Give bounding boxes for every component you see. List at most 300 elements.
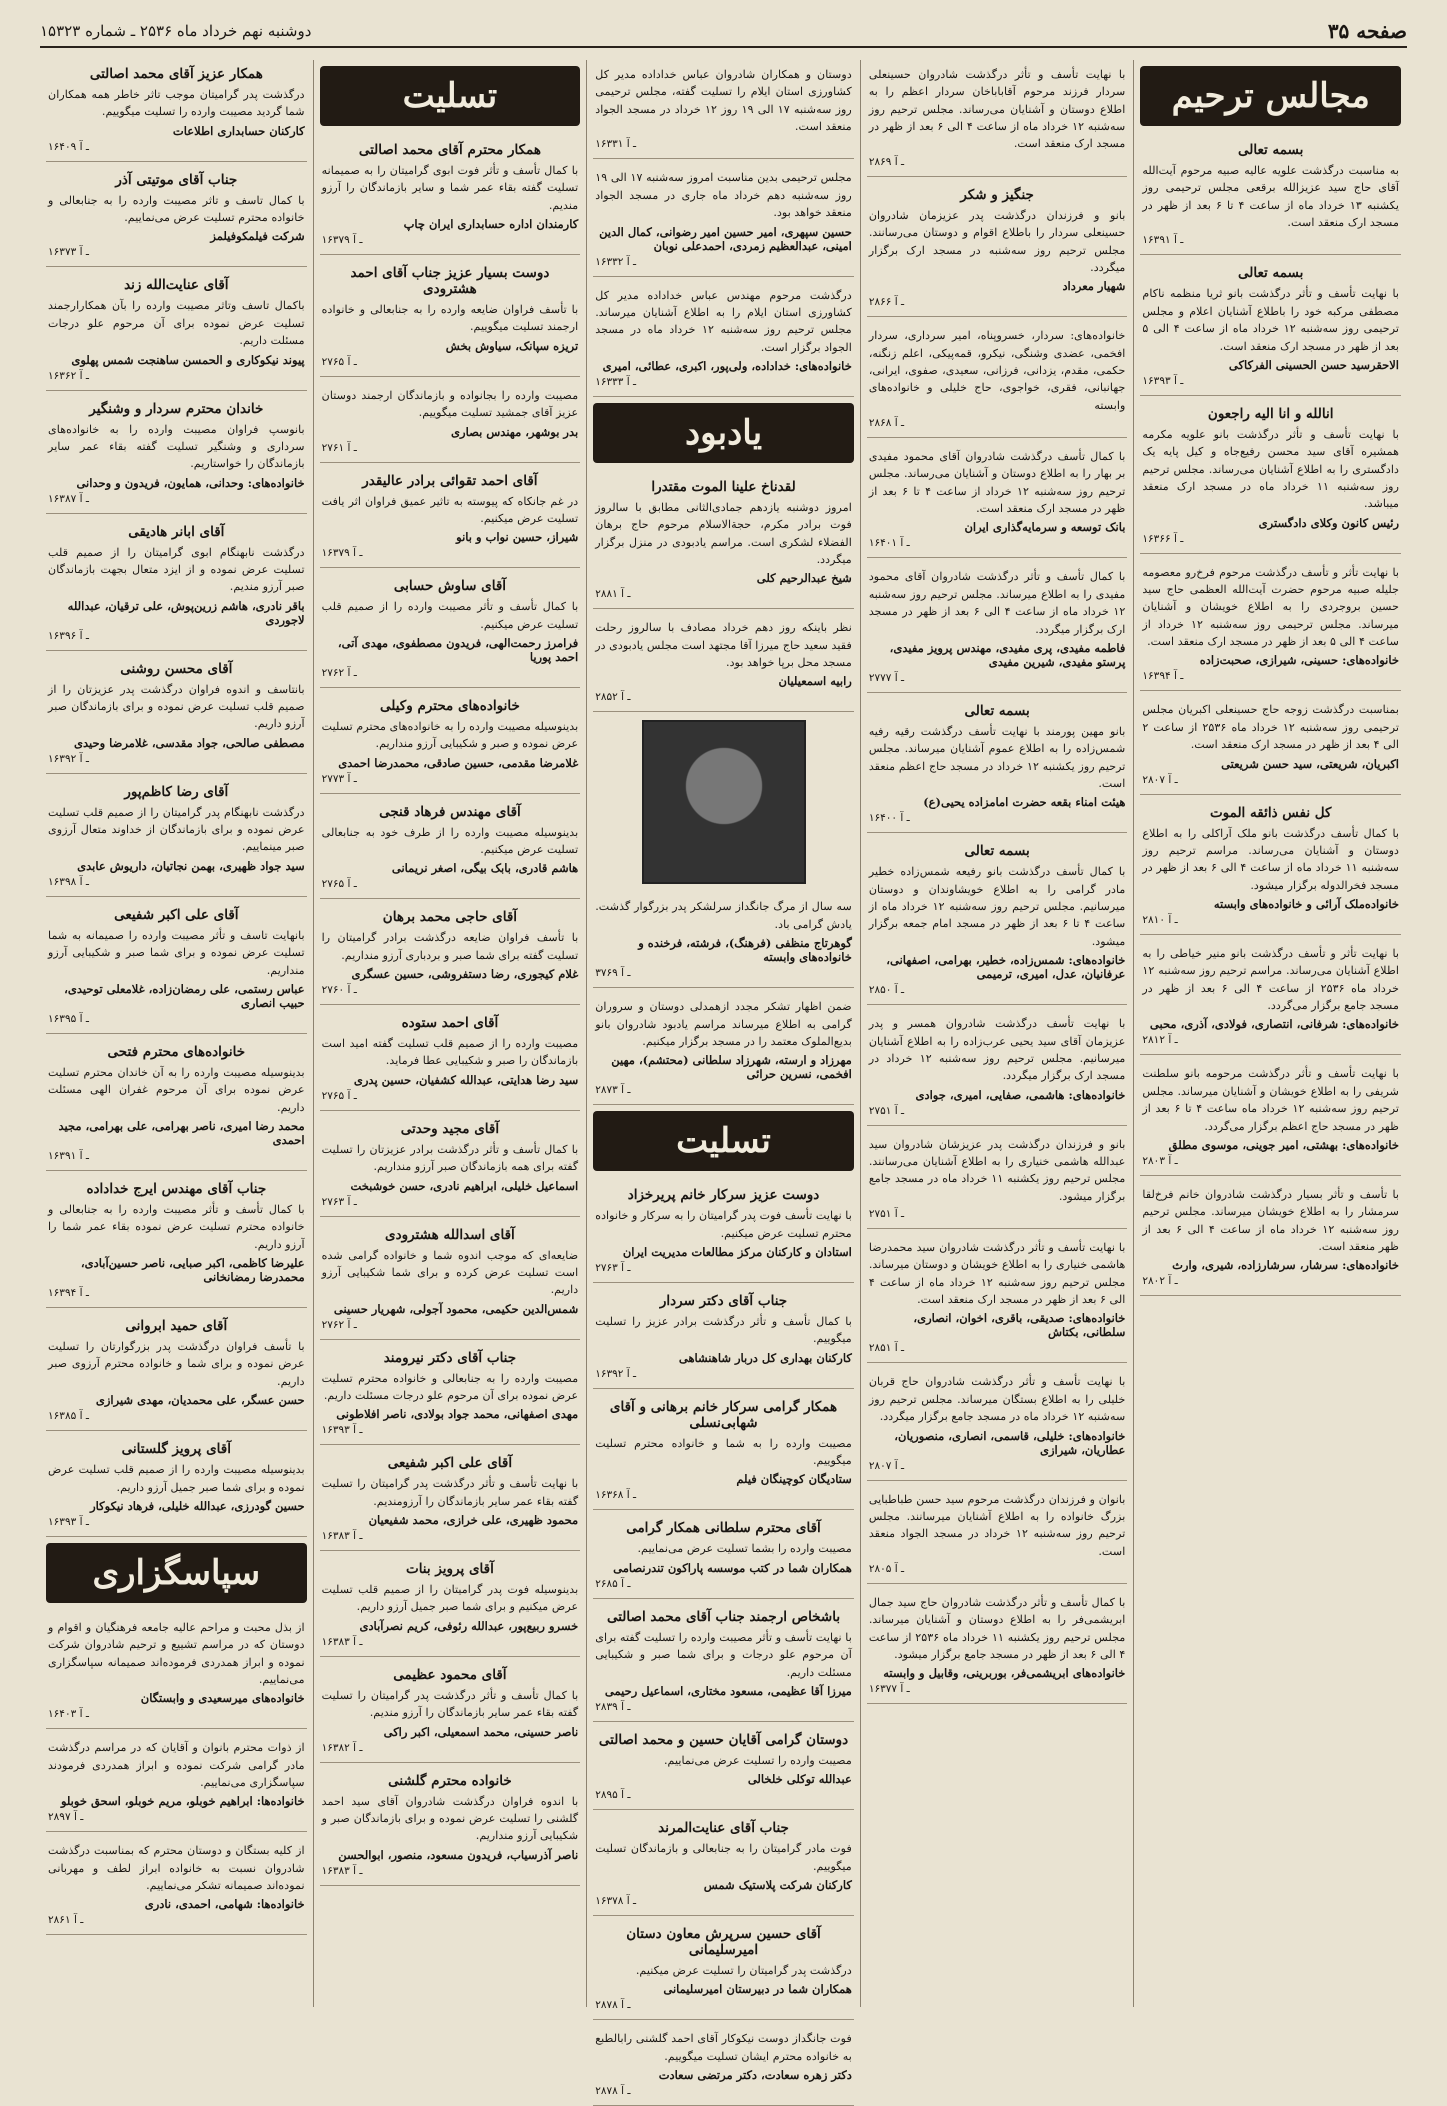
notice-signature: خانواده‌های: سرشار، سرشارزاده، شیری، وارث (1172, 1258, 1399, 1273)
notice-body: دوستان و همکاران شادروان عباس خداداده مدیر کل کشاورزی استان ایلام را تسلیت گفته، مجلس ترحیمی روز سه‌شنبه ۱۷ الی ۱۹ روز ۱۲ خرداد در مسجد الجواد منعقد است. (595, 68, 852, 134)
notice-signature: شمس‌الدین حکیمی، محمود آجولی، شهریار حسینی (333, 1301, 579, 1316)
notice-signature: علیرضا کاظمی، اکبر صبایی، ناصر حسین‌آبادی، محمدرضا رمضانخانی (80, 1256, 305, 1285)
notice-title: بسمه تعالی (964, 702, 1030, 719)
notice-ad-code: ۱۶۳۷۹ ـ آ (321, 547, 363, 560)
notice-title: همکار عزیز آقای محمد اصالتی (89, 66, 263, 82)
notice (867, 321, 1128, 438)
notice (46, 901, 307, 1034)
notice-body: با نهایت تأسف فوت پدر گرامیتان را به سرکار و خانواده محترم تسلیت عرض میکنیم. (595, 1209, 852, 1240)
notice (1140, 1059, 1401, 1175)
notice-body: مصیبت وارده را به شما و خانواده محترم تسلیت میگوییم. (595, 1436, 852, 1468)
notice (593, 473, 854, 609)
notice-body: درگذشت نابهنگام ابوی گرامیتان را از صمیم قلب تسلیت عرض نموده و از ایزد متعال بجهت بازماندگان صبر آرزو مندیم. (48, 545, 305, 594)
notice (320, 1449, 581, 1551)
notice-ad-code: ۱۶۳۹۳ ـ آ (1142, 374, 1184, 387)
notice-ad-code: ۲۸۷۳ ـ آ (595, 1084, 631, 1097)
notice-signature: الاحقرسید حسن الحسینی الفرکاکی (1228, 357, 1399, 372)
notice-ad-code: ۲۷۶۲ ـ آ (321, 666, 357, 679)
notice-signature: بانک توسعه و سرمایه‌گذاری ایران (964, 520, 1126, 535)
notice-signature: دکتر زهره سعادت، دکتر مرتضی سعادت (658, 2068, 852, 2083)
notice-body: با نهایت تأسف و تأثر درگذشت پدر گرامیتان را تسلیت گفته بقاء عمر سایر بازماندگان را آرزومندیم. (321, 1477, 579, 1508)
section-banner-taslit-2: تسلیت (593, 1111, 854, 1171)
notice-ad-code: ۲۸۰۳ ـ آ (1142, 1154, 1178, 1167)
notice-title: آقای حاجی محمد برهان (382, 909, 518, 926)
notice (320, 1555, 581, 1657)
notice (867, 562, 1128, 692)
notice-signature: کارکنان شرکت پلاستیک شمس (703, 1877, 852, 1892)
notice-body: به مناسبت درگذشت علویه عالیه صبیه مرحوم آیت‌الله آقای حاج سید عزیزالله برقعی مجلس ترحیمی روز یکشنبه ۱۳ خرداد ماه از ساعت ۴ تا ۶ بعد از ظهر در مسجد ارک منعقد است. (1142, 164, 1399, 230)
notice (593, 60, 854, 159)
notice-signature: خانواده‌های: شرفانی، انتصاری، فولادی، آذری، محبی (1149, 1017, 1399, 1032)
notice (593, 1181, 854, 1283)
notice-signature: رابیه اسمعیلیان (778, 674, 852, 689)
notice-body: بدینوسیله مصیبت وارده را از طرف خود به جنابعالی تسلیت عرض میکنیم. (321, 825, 579, 857)
notice-title: آقای محمود عظیمی (393, 1666, 507, 1683)
issue-date-line: دوشنبه نهم خرداد ماه ۲۵۳۶ ـ شماره ۱۵۳۲۳ (40, 22, 312, 40)
notice-body: باکمال تاسف وتاثر مصیبت وارده را بآن همکارارجمند تسلیت عرض نموده برای آن مرحوم علو درجات مسئلت داریم. (48, 299, 305, 348)
notice-ad-code: ۱۶۳۳۳ ـ آ (595, 375, 637, 388)
notice (593, 1814, 854, 1916)
notice-ad-code: ۱۶۳۹۶ ـ آ (48, 629, 89, 642)
notice-ad-code: ۱۶۳۷۸ ـ آ (595, 1894, 637, 1907)
notice-title: آقای احمد تقوائی برادر عالیقدر (362, 472, 538, 489)
notice-signature: شهیار معرداد (1062, 279, 1126, 294)
notice-signature: فاطمه مفیدی، پری مفیدی، مهندس پرویز مفیدی، پرستو مفیدی، شیرین مفیدی (889, 640, 1126, 669)
notice-title: آقای پرویز بنات (405, 1561, 494, 1578)
notice-signature: ناصر آذرسیاب، فریدون مسعود، منصور، ابوالحسن (338, 1847, 579, 1862)
notice-ad-code: ۲۷۷۳ ـ آ (321, 772, 357, 785)
notice (1140, 400, 1401, 554)
notice (46, 1038, 307, 1171)
notice-signature: گوهرتاج منظفی (فرهنگ)، فرشته، فرخنده و خانواده‌های وابسته (638, 936, 852, 965)
notice-signature: اسماعیل خلیلی، ابراهیم نادری، حسن خوشبخت (350, 1178, 579, 1193)
section-banner-sepasgozari: سپاسگزاری (46, 1543, 307, 1603)
notice (867, 1367, 1128, 1480)
page-number: صفحه ۳۵ (1327, 19, 1407, 43)
notice-ad-code: ۱۶۴۰۱ ـ آ (868, 537, 910, 550)
notice (46, 166, 307, 268)
notice-body: بانو و فرزندان درگذشت پدر عزیزشان شادروان سید عبدالله هاشمی خنیاری را به اطلاع آشنایان می‌رسانند. مجلس ترحیم روز یکشنبه ۱۱ خرداد ماه در مسجد جامع برگزار میشود. (868, 1137, 1126, 1203)
notice-signature: هیئت امناء بقعه حضرت امامزاده یحیی(ع) (923, 795, 1126, 810)
notice-ad-code: ۲۸۵۲ ـ آ (595, 691, 631, 704)
notice-ad-code: ۱۶۳۹۴ ـ آ (1142, 670, 1184, 683)
notice-ad-code: ۱۶۳۶۶ ـ آ (1142, 532, 1184, 545)
notice-body: ضمن اظهار تشکر مجدد ازهمدلی دوستان و سروران گرامی به اطلاع میرساند مراسم یادبود شادروان بانو بدیع‌الملوک معتمد را در مسجد برگزار میکنیم. (595, 1000, 852, 1048)
notice-ad-code: ۱۶۳۹۴ ـ آ (48, 1287, 89, 1300)
notice (320, 381, 581, 463)
notice-body: با کمال تأسف و تأثر مصیبت وارده را از صمیم قلب تسلیت عرض میکنیم. (321, 600, 579, 631)
notice-title: لقدناخ علینا الموت مقتدرا (651, 478, 796, 495)
column-5 (40, 60, 313, 2007)
notice-body: با نهایت تأثر و تأسف درگذشت مرحوم فرخ‌رو معصومه جلیله صبیه مرحوم حضرت آیت‌الله العظمی حاج سید حسین بروجردی را به اطلاع خویشان و آشنایان میرساند. مجلس ترحیمی روز سه‌شنبه ۱۲ خرداد از ساعت ۴ الی ۵ بعد از ظهر در مسجد ارک منعقد است. (1142, 565, 1399, 649)
notice-signature: رئیس کانون وکلای دادگستری (1258, 515, 1399, 530)
notice-body: با تأسف و تأثر بسیار درگذشت شادروان خانم فرخ‌لقا سرمشار را به اطلاع خویشان میرساند. مجلس ترحیم روز سه‌شنبه ۱۲ خرداد ماه از ساعت ۴ الی ۶ بعد از ظهر منعقد است. (1142, 1187, 1399, 1253)
notice-title: جناب آقای مهندس ایرج خداداده (86, 1180, 267, 1197)
notice-signature: فرامرز رحمت‌الهی، فریدون مصطفوی، مهدی آتی، احمد پوریا (337, 635, 579, 664)
notice-title: آقای رضا کاظم‌پور (124, 783, 229, 800)
notice-signature: شرکت فیلمکوفیلمز (210, 229, 305, 244)
notice (1140, 558, 1401, 692)
notice-signature: غلامرضا مقدمی، حسین صادقی، محمدرضا احمدی (338, 755, 579, 770)
notice (867, 837, 1128, 1005)
notice-signature: حسن عسگر، علی محمدیان، مهدی شیرازی (95, 1393, 305, 1408)
notice-ad-code: ۱۶۳۹۲ ـ آ (595, 1367, 637, 1380)
notice-body: خانواده‌های: سردار، خسروپناه، امیر سرداری، سردار افخمی، عضدی وشنگی، نیکرو، قمه‌پیکی، اعلم زنگنه، حکمی، مقدم، یزدانی، فرزانی، سعیدی، صفوی، ایرانی، جهانبانی، فقری، خواجوی، حاج خلیلی و خانواده‌های وابسته (868, 329, 1126, 412)
section-banner-majales-tarhim: مجالس ترحیم (1140, 66, 1401, 126)
notice-signature: خانواده‌های: بهشتی، امیر جوینی، موسوی مطلق (1168, 1137, 1399, 1152)
notice-body: سه سال از مرگ جانگداز سرلشکر پدر بزرگوار گذشت. یادش گرامی باد. (595, 900, 852, 931)
notice-body: با کمال تأسف و تأثر مصیبت وارده را به جنابعالی و خانواده محترم تسلیت عرض نموده بقاء عمر شما را آرزو داریم. (48, 1202, 305, 1251)
notice-body: بمناسبت درگذشت زوجه حاج حسینعلی اکبریان مجلس ترحیمی روز سه‌شنبه ۱۲ خرداد ماه ۲۵۳۶ از ساعت ۲ الی ۴ بعد از ظهر در مسجد ارک منعقد است. (1142, 703, 1399, 752)
notice (46, 395, 307, 514)
notice (593, 892, 854, 988)
notice (320, 1115, 581, 1217)
notice-signature: غلام کیجوری، رضا دستفروشی، حسین عسگری (351, 967, 579, 982)
notice (867, 1233, 1128, 1363)
notice (320, 798, 581, 900)
notice (1140, 695, 1401, 794)
notice-ad-code: ۱۶۳۸۷ ـ آ (48, 492, 89, 505)
notice-ad-code: ۱۶۳۸۳ ـ آ (321, 1864, 363, 1877)
notice-signature: خانواده‌های: شمس‌زاده، خطیر، بهرامی، اصفهانی، عرفانیان، عدل، امیری، ترمیمی (886, 953, 1126, 982)
notice (46, 655, 307, 774)
notice-body: در غم جانکاه که پیوسته به تاثیر عمیق فراوان اثر یافت تسلیت عرض میکنیم. (321, 494, 579, 525)
notice-signature: سید رضا هدایتی، عبدالله کشفیان، حسین پدری (353, 1072, 579, 1087)
notice (593, 613, 854, 712)
notice-body: با نهایت تأسف و تأثر درگذشت بانو علویه مکرمه همشیره آقای سید محسن رفیع‌جاه و کیل پایه یک دادگستری را به اطلاع آشنایان می‌رساند. مجلس ترحیم روز سه‌شنبه ۱۱ خرداد ماه در مسجد ارک منعقد میباشد. (1142, 427, 1399, 511)
notice-title: خانواده محترم گلشنی (388, 1772, 512, 1789)
notice-body: نظر باینکه روز دهم خرداد مصادف با سالروز رحلت فقید سعید حاج میرزا آقا مجتهد است مجلس یادبودی در مسجد محل برپا خواهد بود. (595, 621, 852, 670)
notice-signature: کارکنان بهداری کل دربار شاهنشاهی (678, 1350, 852, 1365)
notice-body: با نهایت تأسف و تأثر مصیبت وارده را تسلیت گفته برای آن مرحوم علو درجات و برای شما صبر و شکیبایی مسئلت داریم. (595, 1630, 852, 1679)
notice-body: بدینوسیله مصیبت وارده را به خانواده‌های محترم تسلیت عرض نموده و صبر و شکیبایی آرزو منداریم. (321, 719, 579, 751)
notice (593, 163, 854, 276)
notice-ad-code: ۱۶۳۹۱ ـ آ (48, 1149, 89, 1162)
notice (320, 572, 581, 688)
notice-ad-code: ۲۸۱۰ ـ آ (1142, 913, 1178, 926)
notice-ad-code: ۱۶۴۰۰ ـ آ (868, 812, 910, 825)
notice-signature: مصطفی صالحی، جواد مقدسی، غلامرضا وحیدی (74, 735, 305, 750)
notice-body: بدینوسیله مصیبت وارده را به آن خاندان محترم تسلیت عرض نموده برای آن مرحوم غفران الهی مسئلت داریم. (48, 1065, 305, 1114)
notice-signature: مهدی اصفهانی، محمد جواد بولادی، ناصر افلاطونی (336, 1407, 579, 1422)
notice-signature: خانواده‌های: وحدانی، همایون، فریدون و وحدانی (76, 475, 305, 490)
notice (593, 1920, 854, 2020)
notice-body: از ذوات محترم بانوان و آقایان که در مراسم درگذشت مادر گرامی شرکت نموده و ابراز همدردی فرمودند سپاسگزاری می‌نماییم. (48, 1741, 305, 1790)
notice (1140, 939, 1401, 1055)
notice (593, 1514, 854, 1598)
notice-body: با کمال تأسف و تأثر درگذشت شادروان آقای محمود مفیدی را به اطلاع میرساند. مجلس ترحیم روز سه‌شنبه ۱۲ خرداد ماه از ساعت ۴ الی ۶ بعد از ظهر در مسجد ارک برگزار میگردد. (868, 570, 1126, 636)
section-banner-taslit: تسلیت (320, 66, 581, 126)
notice-title: آقای حسین سرپرش معاون دستان امیرسلیمانی (626, 1925, 821, 1958)
notice (1140, 259, 1401, 395)
notice-body: با نهایت تأثر و تأسف درگذشت بانو منیر خیاطی را به اطلاع آشنایان می‌رساند. مراسم ترحیم روز سه‌شنبه ۱۲ خرداد ماه ۲۵۳۶ از ساعت ۴ الی ۶ بعد از ظهر در مسجد جامع برگزار می‌گردد. (1142, 946, 1399, 1013)
notice-body: با تأسف فراوان درگذشت پدر بزرگوارتان را تسلیت عرض نموده و برای شما و خانواده محترم آرزوی صبر داریم. (48, 1340, 305, 1388)
notice-body: با کمال تأسف و تأثر فوت ابوی گرامیتان را به صمیمانه تسلیت گفته بقاء عمر شما و سایر بازماندگان را آرزو مندیم. (321, 164, 579, 212)
notice-body: با تأسف فراوان ضایعه وارده را به جنابعالی و خانواده ارجمند تسلیت میگوییم. (321, 303, 579, 334)
notice-title: آقای پرویز گلستانی (121, 1441, 231, 1458)
notice-body: با نهایت تأسف درگذشت شادروان همسر و پدر عزیزمان آقای سید یحیی عرب‌زاده را به اطلاع آشنایان میرسانیم. مجلس ترحیم روز سه‌شنبه ۱۲ خرداد در مسجد ارک برگزار میگردد. (868, 1017, 1126, 1083)
notice-body: با نهایت تأسف و تأثر درگذشت شادروان سید محمدرضا هاشمی خنیاری را به اطلاع خویشان و دوستان میرساند. مجلس ترحیم روز سه‌شنبه ۱۲ خرداد ماه از ساعت ۴ الی ۶ بعد از ظهر در مسجد ارک منعقد است. (868, 1241, 1126, 1307)
notice-body: بانتاسف و اندوه فراوان درگذشت پدر عزیزتان را از صمیم قلب تسلیت عرض نموده و برای بازماندگان صبر آرزو داریم. (48, 682, 305, 731)
page-header (40, 16, 1407, 48)
notice-body: با اندوه فراوان درگذشت شادروان آقای سید احمد گلشنی را تسلیت عرض نموده و برای بازماندگان صبر و شکیبایی آرزو منداریم. (321, 1794, 579, 1843)
section-banner-yadbud: یادبود (593, 403, 854, 463)
notice (1140, 136, 1401, 255)
notice-signature: خانواده‌های: خلیلی، قاسمی، انصاری، منصوریان، عطاریان، شیرازی (894, 1428, 1126, 1457)
notice-ad-code: ۲۸۹۷ ـ آ (48, 1811, 84, 1824)
notice-ad-code: ۱۶۳۳۲ ـ آ (595, 255, 637, 268)
notice-body: با کمال تأسف و تأثر درگذشت شادروان حاج سید جمال ابریشمی‌فر را به اطلاع دوستان و آشنایان میرساند. مجلس ترحیم روز یکشنبه ۱۱ خرداد ماه ۲۵۳۶ از ساعت ۴ الی ۶ بعد از ظهر در مسجد جامع برگزار میشود. (868, 1595, 1126, 1662)
notice-ad-code: ۲۷۶۱ ـ آ (321, 441, 357, 454)
notice-ad-code: ۱۶۴۰۳ ـ آ (48, 1708, 89, 1721)
notice-title: جنگیز و شکر (960, 186, 1034, 203)
notice (320, 1767, 581, 1886)
notice-ad-code: ۱۶۳۷۷ ـ آ (868, 1683, 910, 1696)
notice-body: با نهایت تأسف و تأثر درگذشت مرحومه بانو سلطنت شریفی را به اطلاع خویشان و آشنایان میرساند. مجلس ترحیم روز سه‌شنبه ۱۲ خرداد ماه ساعت ۴ تا ۶ بعد از ظهر در مسجد حاج اعظم برگزار می‌گردد. (1142, 1067, 1399, 1133)
notice-ad-code: ۱۶۳۷۹ ـ آ (321, 234, 363, 247)
notice (867, 1130, 1128, 1229)
notice-body: فوت مادر گرامیتان را به جنابعالی و بازماندگان تسلیت میگوییم. (595, 1842, 852, 1873)
notice-title: جناب آقای دکتر سردار (659, 1292, 788, 1309)
notice-signature: خانواده‌ها: شهامی، احمدی، نادری (144, 1897, 305, 1912)
notice-body: بدینوسیله مصیبت وارده را از صمیم قلب تسلیت عرض نموده و برای شما صبر جمیل آرزو داریم. (48, 1463, 305, 1494)
notice-ad-code: ۱۶۳۹۳ ـ آ (321, 1424, 363, 1437)
notice-body: درگذشت پدر گرامیتان موجب تاثر خاطر همه همکاران شما گردید مصیبت وارده را تسلیت میگوییم. (48, 88, 305, 119)
notice-signature: خانواده‌های: خداداده، ولی‌پور، اکبری، عطائی، امیری (602, 358, 852, 373)
notice-signature: محمد رضا امیری، ناصر بهرامی، علی بهرامی، مجید احمدی (58, 1118, 305, 1147)
notice (46, 271, 307, 390)
notice-title: جناب آقای دکتر نیرومند (383, 1349, 517, 1366)
notice-body: بانو و فرزندان درگذشت پدر عزیزمان شادروان حسینعلی سردار را باطلاع اقوام و دوستان می‌رسانند. مجلس ترحیم روز سه‌شنبه در مسجد ارک برگزار میگردد. (868, 208, 1126, 274)
notice-signature: بدر بوشهر، مهندس بصاری (451, 424, 579, 439)
notice-signature: کارکنان حسابداری اطلاعات (172, 123, 305, 138)
notice-title: آقای مهندس فرهاد قنجی (379, 803, 521, 820)
notice-body: مجلس ترحیمی بدین مناسبت امروز سه‌شنبه ۱۷ الی ۱۹ روز سه‌شنبه دهم خرداد ماه جاری در مسجد الجواد منعقد خواهد بود. (595, 171, 852, 220)
notice (867, 1009, 1128, 1125)
notice-body: با کمال تأسف و تأثر درگذشت پدر گرامیتان را تسلیت گفته بقاء عمر سایر بازماندگان را آرزو مندیم. (321, 1688, 579, 1720)
notice-signature: مهرزاد و ارسته، شهرزاد سلطانی (محتشم)، مهین افخمی، نسرین حرائی (611, 1053, 852, 1082)
notice-signature: ناصر حسینی، محمد اسمعیلی، اکبر راکی (383, 1724, 579, 1739)
notice-body: با نهایت تأسف و تأثر درگذشت شادروان حسینعلی سردار فرزند مرحوم آقاباباخان سردار اعظم را به اطلاع دوستان و آشنایان می‌رساند. مجلس ترحیم روز سه‌شنبه ۱۲ خرداد ماه از ساعت ۴ الی ۶ بعد از ظهر در مسجد ارک منعقد است. (868, 68, 1126, 151)
notice-ad-code: ۲۷۷۷ ـ آ (868, 671, 905, 684)
notice-ad-code: ۲۷۶۲ ـ آ (321, 1318, 357, 1331)
notice (867, 60, 1128, 177)
notice-ad-code: ۲۸۰۵ ـ آ (868, 1562, 905, 1575)
notice-title: دوست عزیز سرکار خانم پریرخزاد (627, 1187, 820, 1204)
notice-signature: استادان و کارکنان مرکز مطالعات مدیریت ایران (622, 1244, 852, 1259)
notice-title: آقای احمد ستوده (401, 1015, 499, 1032)
notice-ad-code: ۲۷۶۳ ـ آ (321, 1195, 357, 1208)
notice-ad-code: ۲۸۷۸ ـ آ (595, 1999, 631, 2012)
notice-body: با کمال تاسف و تاثر مصیبت وارده را به جنابعالی و خانواده محترم تسلیت عرض می‌نماییم. (48, 193, 305, 225)
column-2 (860, 60, 1134, 2007)
notice-title: آقای علی اکبر شفیعی (114, 906, 239, 923)
notice-body: مصیبت وارده را بجانواده و بازماندگان ارجمند دوستان عزیز آقای جمشید تسلیت میگوییم. (321, 388, 579, 420)
notice (593, 1287, 854, 1389)
notice (320, 903, 581, 1005)
notice-title: باشخاص ارجمند جناب آقای محمد اصالتی (606, 1608, 841, 1625)
notice-body: بانوان و فرزندان درگذشت مرحوم سید حسن طباطبایی بزرگ خانواده را به اطلاع آشنایان میرسانند. مجلس ترحیم روز سه‌شنبه ۱۲ خرداد در مسجد الجواد منعقد است. (868, 1492, 1126, 1558)
notice-title: آقای محسن روشنی (120, 660, 233, 677)
notice-body: درگذشت پدر گرامیتان را تسلیت عرض میکنیم. (635, 1963, 852, 1977)
notice-body: با نهایت تأسف و تأثر درگذشت بانو ثریا منظمه ناکام مصطفی مرکبه خود را باطلاع آشنایان اعلام و مجلس ترحیمی روز سه‌شنبه ۱۲ خرداد ماه از ساعت ۴ الی ۵ بعد از ظهر در مسجد ارک منعقد است. (1142, 287, 1399, 353)
notice-body: با کمال تأسف درگذشت بانو ملک آراکلی را به اطلاع دوستان و آشنایان می‌رساند. مراسم ترحیم روز سه‌شنبه ۱۱ خرداد ماه از ساعت ۴ الی ۶ بعد از ظهر در مسجد فخرالدوله برگزار میشود. (1142, 826, 1399, 892)
notice (593, 281, 854, 397)
notice-title: بسمه تعالی (964, 843, 1030, 860)
notice-title: همکار محترم آقای محمد اصالتی (358, 142, 541, 158)
notice-title: آقای مجید وحدتی (400, 1120, 500, 1137)
notice (46, 1836, 307, 1935)
notice-signature: شیخ عبدالرحیم کلی (756, 571, 852, 586)
notice-body: از بذل محبت و مراحم عالیه جامعه فرهنگیان و اقوام و دوستان که در مراسم تشییع و ترحیم شادروان شرکت نموده و ابراز همدردی فرموده‌اند صمیمانه سپاسگزاری می‌نماییم. (48, 1620, 305, 1686)
notice-body: با کمال تأسف درگذشت شادروان آقای محمود مفیدی بر بهار را به اطلاع دوستان و آشنایان می‌رساند. مجلس ترحیم روز سه‌شنبه ۱۲ خرداد از ساعت ۴ تا ۶ بعد از ظهر در مسجد ارک منعقد است. (868, 450, 1126, 516)
notice-ad-code: ۲۸۶۶ ـ آ (868, 296, 905, 309)
notice-ad-code: ۲۸۶۹ ـ آ (868, 155, 905, 168)
notice-title: همکار گرامی سرکار خانم برهانی و آقای شهابی‌نسلی (609, 1398, 838, 1431)
notice (46, 1435, 307, 1537)
notice-body: مصیبت وارده را به جنابعالی و خانواده محترم تسلیت عرض نموده برای آن مرحوم علو درجات مسئلت داریم. (321, 1371, 579, 1402)
notice-ad-code: ۲۷۵۱ ـ آ (868, 1104, 905, 1117)
notice (1140, 1180, 1401, 1296)
notice (320, 1661, 581, 1763)
notice-body: بانهایت تاسف و تأثر مصیبت وارده را صمیمانه به شما تسلیت عرض نموده و برای شما صبر و شکیبایی آرزو منداریم. (48, 928, 305, 977)
notice-signature: باقر نادری، هاشم زرین‌پوش، علی ترقیان، عبدالله لاجوردی (67, 598, 305, 627)
notice-signature: میرزا آقا عظیمی، مسعود مختاری، اسماعیل رحیمی (604, 1683, 852, 1698)
notice-title: آقای علی اکبر شفیعی (387, 1455, 513, 1472)
notice-title: دوست بسیار عزیز جناب آقای احمد هشترودی (350, 265, 550, 298)
notice (46, 1312, 307, 1431)
notice-ad-code: ۱۶۳۸۲ ـ آ (321, 1741, 363, 1754)
column-3 (586, 60, 860, 2098)
notice-body: مصیبت وارده را تسلیت عرض می‌نماییم. (664, 1753, 852, 1767)
notice (46, 1613, 307, 1729)
columns-container (40, 60, 1407, 2098)
notice-body: ضایعه‌ای که موجب اندوه شما و خانواده گرامی شده است تسلیت عرض کرده و برای شما شکیبایی آرزو داریم. (321, 1248, 579, 1297)
notice-signature: کارمندان اداره حسابداری ایران چاپ (403, 217, 579, 232)
notice-ad-code: ۱۶۳۹۳ ـ آ (48, 1515, 89, 1528)
notice-ad-code: ۲۸۶۱ ـ آ (48, 1914, 84, 1927)
notice-signature: خانواده‌های: صدیقی، باقری، اخوان، انصاری، سلطانی، بکتاش (913, 1311, 1126, 1340)
notice-ad-code: ۲۶۸۵ ـ آ (595, 1577, 631, 1590)
notice-ad-code: ۳۷۶۹ ـ آ (595, 967, 631, 980)
notice (593, 1393, 854, 1511)
portrait-photo (642, 720, 806, 884)
notice-signature: خانواده‌های ابریشمی‌فر، بوربرینی، وقابیل و وابسته (883, 1666, 1126, 1681)
notice-ad-code: ۱۶۴۰۹ ـ آ (48, 140, 89, 153)
notice-body: مصیبت وارده را از صمیم قلب تسلیت گفته امید است بازماندگان را صبر و شکیبایی عطا فرماید. (321, 1037, 579, 1068)
notice-signature: خسرو ربیع‌پور، عبدالله رئوفی، کریم نصرآبادی (359, 1618, 579, 1633)
notice (593, 1726, 854, 1810)
notice (46, 518, 307, 651)
notice-signature: تریزه سپانک، سیاوش بخش (445, 338, 579, 353)
notice-title: انالله و انا الیه راجعون (1207, 405, 1334, 422)
notice (867, 1588, 1128, 1704)
notice-ad-code: ۲۸۸۱ ـ آ (595, 588, 631, 601)
column-1 (1133, 60, 1407, 2007)
notice (867, 181, 1128, 317)
notice-signature: اکبریان، شریعتی، سید حسن شریعتی (1221, 756, 1399, 771)
notice-ad-code: ۲۷۵۱ ـ آ (868, 1208, 905, 1221)
notice-ad-code: ۱۶۳۸۳ ـ آ (321, 1635, 363, 1648)
notice-signature: عبدالله توکلی خلخالی (747, 1772, 852, 1787)
notice-body: بدینوسیله فوت پدر گرامیتان را از صمیم قلب تسلیت عرض میکنیم و برای شما صبر جمیل آرزو داریم. (321, 1583, 579, 1614)
notice-body: بانو مهین پورمند با نهایت تأسف درگذشت رقیه رفیه شمس‌زاده را به اطلاع عموم آشنایان میرساند. مجلس ترحیم روز یکشنبه ۱۲ خرداد در مسجد حاج اعظم منعقد است. (868, 724, 1126, 790)
notice-ad-code: ۲۸۳۹ ـ آ (595, 1700, 631, 1713)
notice-body: از کلیه بستگان و دوستان محترم که بمناسبت درگذشت شادروان نسبت به خانواده ابراز لطف و مهربانی نموده‌اند صمیمانه تشکر می‌نماییم. (48, 1844, 305, 1893)
notice-body: مصیبت وارده را بشما تسلیت عرض می‌نماییم. (637, 1542, 852, 1556)
notice-ad-code: ۱۶۳۹۱ ـ آ (1142, 234, 1184, 247)
notice-ad-code: ۱۶۳۳۱ ـ آ (595, 138, 637, 151)
notice-ad-code: ۲۸۵۰ ـ آ (868, 984, 905, 997)
notice-title: آقای حمید ابروانی (125, 1318, 228, 1335)
column-4 (313, 60, 587, 2007)
notice-ad-code: ۲۸۶۸ ـ آ (868, 417, 905, 430)
notice-signature: همکاران شما در دبیرستان امیرسلیمانی (663, 1982, 852, 1997)
notice-title: کل نفس ذائقه الموت (1209, 804, 1332, 821)
notice-signature: خانواده‌های میرسعیدی و وابستگان (140, 1691, 305, 1706)
notice-ad-code: ۱۶۳۹۵ ـ آ (48, 1012, 89, 1025)
notice-ad-code: ۱۶۳۸۵ ـ آ (48, 1410, 89, 1423)
notice (867, 442, 1128, 558)
notice-ad-code: ۱۶۳۶۲ ـ آ (48, 369, 89, 382)
notice-signature: محمود ظهیری، علی خرازی، محمد شفیعیان (368, 1513, 579, 1528)
notice-title: آقای عنایت‌الله زند (124, 277, 229, 294)
notice-title: جناب آقای عنایت‌المرند (658, 1820, 789, 1837)
notice (46, 1733, 307, 1832)
notice (46, 60, 307, 162)
notice-ad-code: ۲۸۰۷ ـ آ (868, 1459, 905, 1472)
notice-ad-code: ۱۶۳۷۳ ـ آ (48, 246, 89, 259)
notice-title: خاندان محترم سردار و وشنگیر (89, 400, 264, 417)
notice (593, 2024, 854, 2106)
notice (593, 1603, 854, 1722)
notice (320, 1344, 581, 1446)
notice (320, 259, 581, 377)
notice-body: با کمال تأسف و تأثر درگذشت برادر عزیز را تسلیت میگوییم. (595, 1314, 852, 1346)
notice-ad-code: ۲۸۹۵ ـ آ (595, 1789, 631, 1802)
notice-title: بسمه تعالی (1238, 142, 1304, 158)
notice-signature: خانواده‌های: حسینی، شیرازی، صحبت‌زاده (1199, 653, 1399, 668)
notice-ad-code: ۲۸۰۷ ـ آ (1142, 773, 1178, 786)
notice (46, 1175, 307, 1308)
notice-ad-code: ۲۷۶۵ ـ آ (321, 1089, 357, 1102)
notice-signature: خانواده‌ها: ابراهیم خوبلو، مریم خوبلو، اسحق خوبلو (60, 1794, 305, 1809)
notice-ad-code: ۲۷۶۳ ـ آ (595, 1261, 631, 1274)
notice-ad-code: ۱۶۳۶۸ ـ آ (595, 1489, 637, 1502)
notice-title: آقای ساوش حسابی (393, 578, 507, 595)
notice-title: آقای ابانر هادیقی (128, 523, 225, 540)
notice-ad-code: ۱۶۳۹۲ ـ آ (48, 752, 89, 765)
notice-signature: حسین سپهری، امیر حسین امیر رضوانی، کمال الدین امینی، عبدالعظیم زمردی، احمدعلی نوبان (599, 224, 852, 253)
notice-title: بسمه تعالی (1238, 265, 1304, 282)
notice-signature: همکاران شما در کتب موسسه پاراکون تندرنصامی (613, 1560, 852, 1575)
notice-signature: هاشم قادری، بابک بیگی، اصغر نریمانی (391, 861, 579, 876)
notice-title: جناب آقای موتیتی آذر (115, 171, 238, 188)
notice-title: دوستان گرامی آقایان حسین و محمد اصالتی (598, 1731, 849, 1748)
notice-ad-code: ۲۸۰۲ ـ آ (1142, 1275, 1178, 1288)
notice-ad-code: ۲۷۶۰ ـ آ (321, 984, 357, 997)
notice-body: فوت جانگداز دوست نیکوکار آقای احمد گلشنی رابالطبع به خانواده محترم ایشان تسلیت میگوییم. (595, 2032, 852, 2063)
notice-ad-code: ۲۷۶۵ ـ آ (321, 355, 357, 368)
notice (320, 1221, 581, 1340)
notice-body: با تأسف فراوان ضایعه درگذشت برادر گرامیتان را تسلیت گفته برای شما صبر و بردباری آرزو منداریم. (321, 931, 579, 962)
notice (320, 692, 581, 794)
notice (320, 1009, 581, 1111)
notice (320, 136, 581, 255)
notice (46, 778, 307, 897)
notice-signature: خانواده‌ملک آرائی و خانواده‌های وابسته (1213, 896, 1399, 911)
notice (320, 467, 581, 569)
